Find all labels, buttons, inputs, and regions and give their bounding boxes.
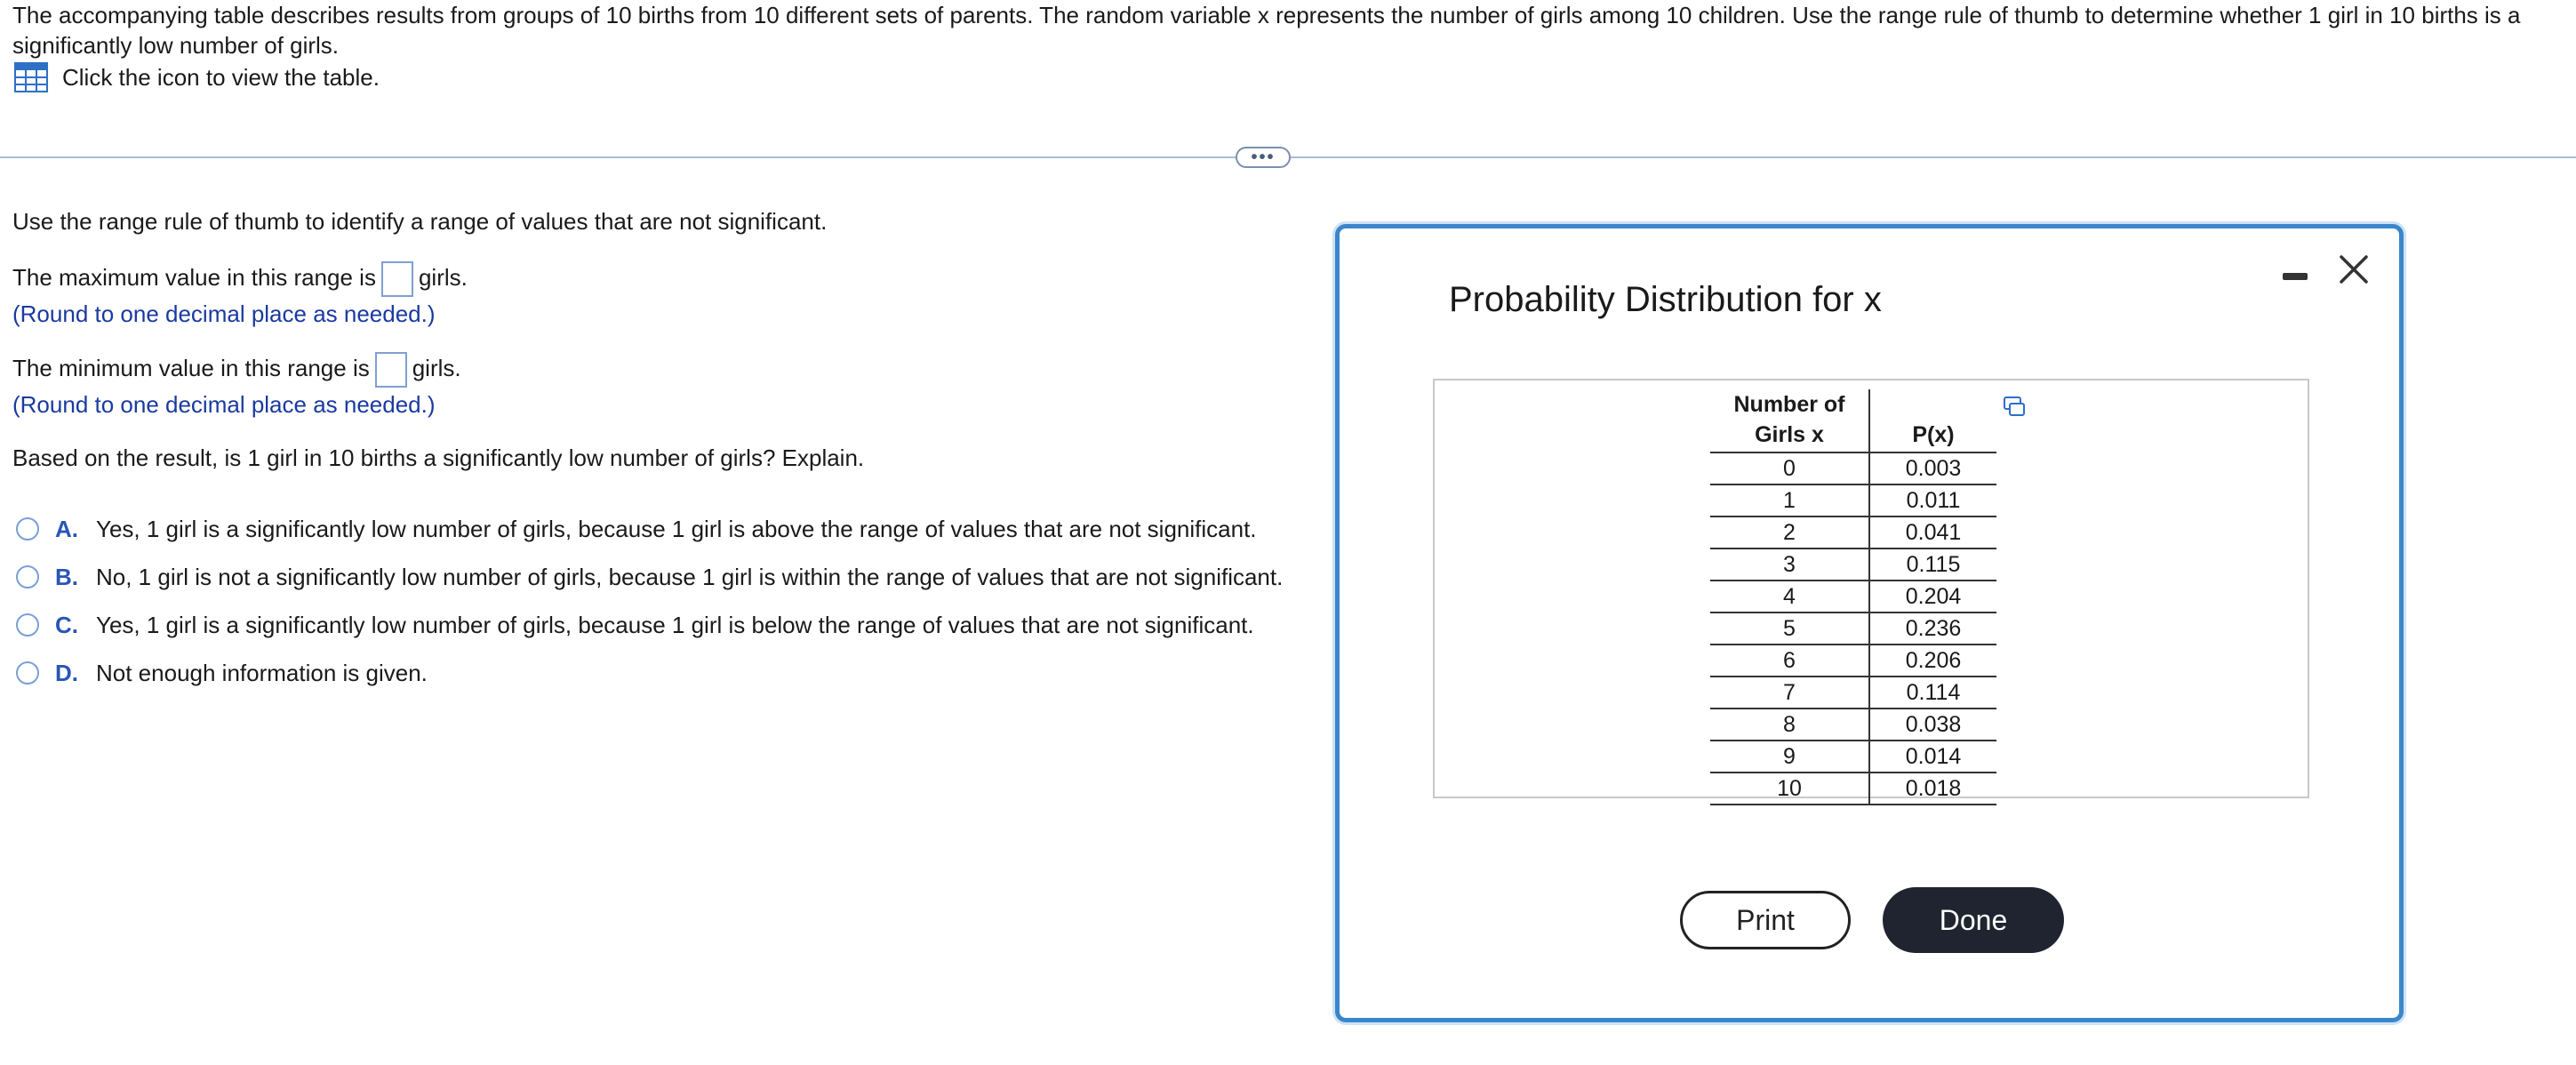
table-cell-x: 2 — [1710, 516, 1869, 549]
table-row — [1710, 677, 1996, 709]
expand-handle[interactable] — [1236, 147, 1291, 168]
radio-button[interactable] — [16, 613, 39, 637]
radio-button[interactable] — [16, 517, 39, 541]
option-text: No, 1 girl is not a significantly low number of girls, because 1 girl is within the range of values that are not significant. — [96, 564, 1284, 590]
explain-prompt: Based on the result, is 1 girl in 10 births a significantly low number of girls? Explain. — [12, 444, 865, 471]
probability-table — [1710, 389, 1996, 805]
view-table-label: Click the icon to view the table. — [62, 64, 380, 91]
radio-button[interactable] — [16, 661, 39, 685]
table-row — [1710, 645, 1996, 677]
table-cell-x: 5 — [1710, 613, 1869, 645]
min-value-row — [12, 352, 461, 388]
column-header-x — [1710, 389, 1869, 452]
instruction-text: Use the range rule of thumb to identify a range of values that are not significant. — [12, 208, 828, 235]
table-cell-p: 0.206 — [1869, 645, 1996, 677]
table-cell-x: 9 — [1710, 741, 1869, 773]
modal-title: Probability Distribution for x — [1449, 280, 1882, 319]
table-row — [1710, 549, 1996, 581]
table-row — [1710, 773, 1996, 805]
table-cell-x: 6 — [1710, 645, 1869, 677]
option-b[interactable] — [16, 562, 1283, 592]
option-d[interactable] — [16, 658, 428, 688]
table-cell-p: 0.011 — [1869, 484, 1996, 516]
option-letter: C. — [55, 612, 78, 638]
copy-table-icon[interactable] — [2004, 396, 2025, 416]
print-button[interactable]: Print — [1680, 891, 1851, 949]
min-suffix: girls. — [412, 354, 461, 381]
column-header-line: Girls x — [1755, 422, 1824, 447]
option-a[interactable] — [16, 514, 1257, 544]
table-cell-x: 0 — [1710, 452, 1869, 484]
table-cell-p: 0.014 — [1869, 741, 1996, 773]
min-value-input[interactable] — [375, 352, 407, 388]
table-cell-p: 0.115 — [1869, 549, 1996, 581]
table-cell-x: 8 — [1710, 709, 1869, 741]
table-row — [1710, 613, 1996, 645]
table-row — [1710, 581, 1996, 613]
table-cell-p: 0.204 — [1869, 581, 1996, 613]
table-row — [1710, 741, 1996, 773]
done-button[interactable]: Done — [1883, 887, 2064, 953]
table-cell-p: 0.003 — [1869, 452, 1996, 484]
option-text: Yes, 1 girl is a significantly low number of girls, because 1 girl is above the range of values that are not significant. — [96, 516, 1257, 542]
minimize-icon[interactable] — [2283, 273, 2308, 280]
table-cell-p: 0.038 — [1869, 709, 1996, 741]
column-header-line: Number of — [1733, 392, 1845, 417]
table-cell-x: 10 — [1710, 773, 1869, 805]
option-text: Yes, 1 girl is a significantly low number of girls, because 1 girl is below the range of values that are not significant. — [96, 612, 1254, 638]
radio-button[interactable] — [16, 565, 39, 589]
table-row — [1710, 516, 1996, 549]
table-cell-x: 3 — [1710, 549, 1869, 581]
round-note: (Round to one decimal place as needed.) — [12, 391, 436, 418]
table-cell-p: 0.114 — [1869, 677, 1996, 709]
option-letter: A. — [55, 516, 78, 542]
table-row — [1710, 709, 1996, 741]
max-suffix: girls. — [418, 263, 468, 291]
table-row — [1710, 452, 1996, 484]
option-text: Not enough information is given. — [96, 660, 428, 686]
option-letter: D. — [55, 660, 78, 686]
min-prefix: The minimum value in this range is — [12, 354, 370, 381]
max-value-input[interactable] — [381, 261, 413, 297]
more-dots-icon: ••• — [1251, 148, 1276, 167]
option-c[interactable] — [16, 610, 1254, 640]
question-text: The accompanying table describes results from groups of 10 births from 10 different sets of parents. The random variable x represents the number of girls among 10 children. Use the range rule of thumb to determine whether 1 girl in 10 births is a significantly low number of girls. — [12, 2, 2521, 59]
table-cell-x: 1 — [1710, 484, 1869, 516]
table-cell-p: 0.236 — [1869, 613, 1996, 645]
max-prefix: The maximum value in this range is — [12, 263, 376, 291]
table-cell-p: 0.041 — [1869, 516, 1996, 549]
view-table-row — [14, 62, 380, 92]
table-cell-x: 4 — [1710, 581, 1869, 613]
column-header-p: P(x) — [1869, 389, 1996, 452]
max-value-row — [12, 261, 468, 297]
option-letter: B. — [55, 564, 78, 590]
table-cell-x: 7 — [1710, 677, 1869, 709]
round-note: (Round to one decimal place as needed.) — [12, 300, 436, 327]
table-row — [1710, 484, 1996, 516]
table-grid-icon[interactable] — [14, 62, 48, 92]
close-icon[interactable] — [2338, 253, 2370, 285]
table-cell-p: 0.018 — [1869, 773, 1996, 805]
